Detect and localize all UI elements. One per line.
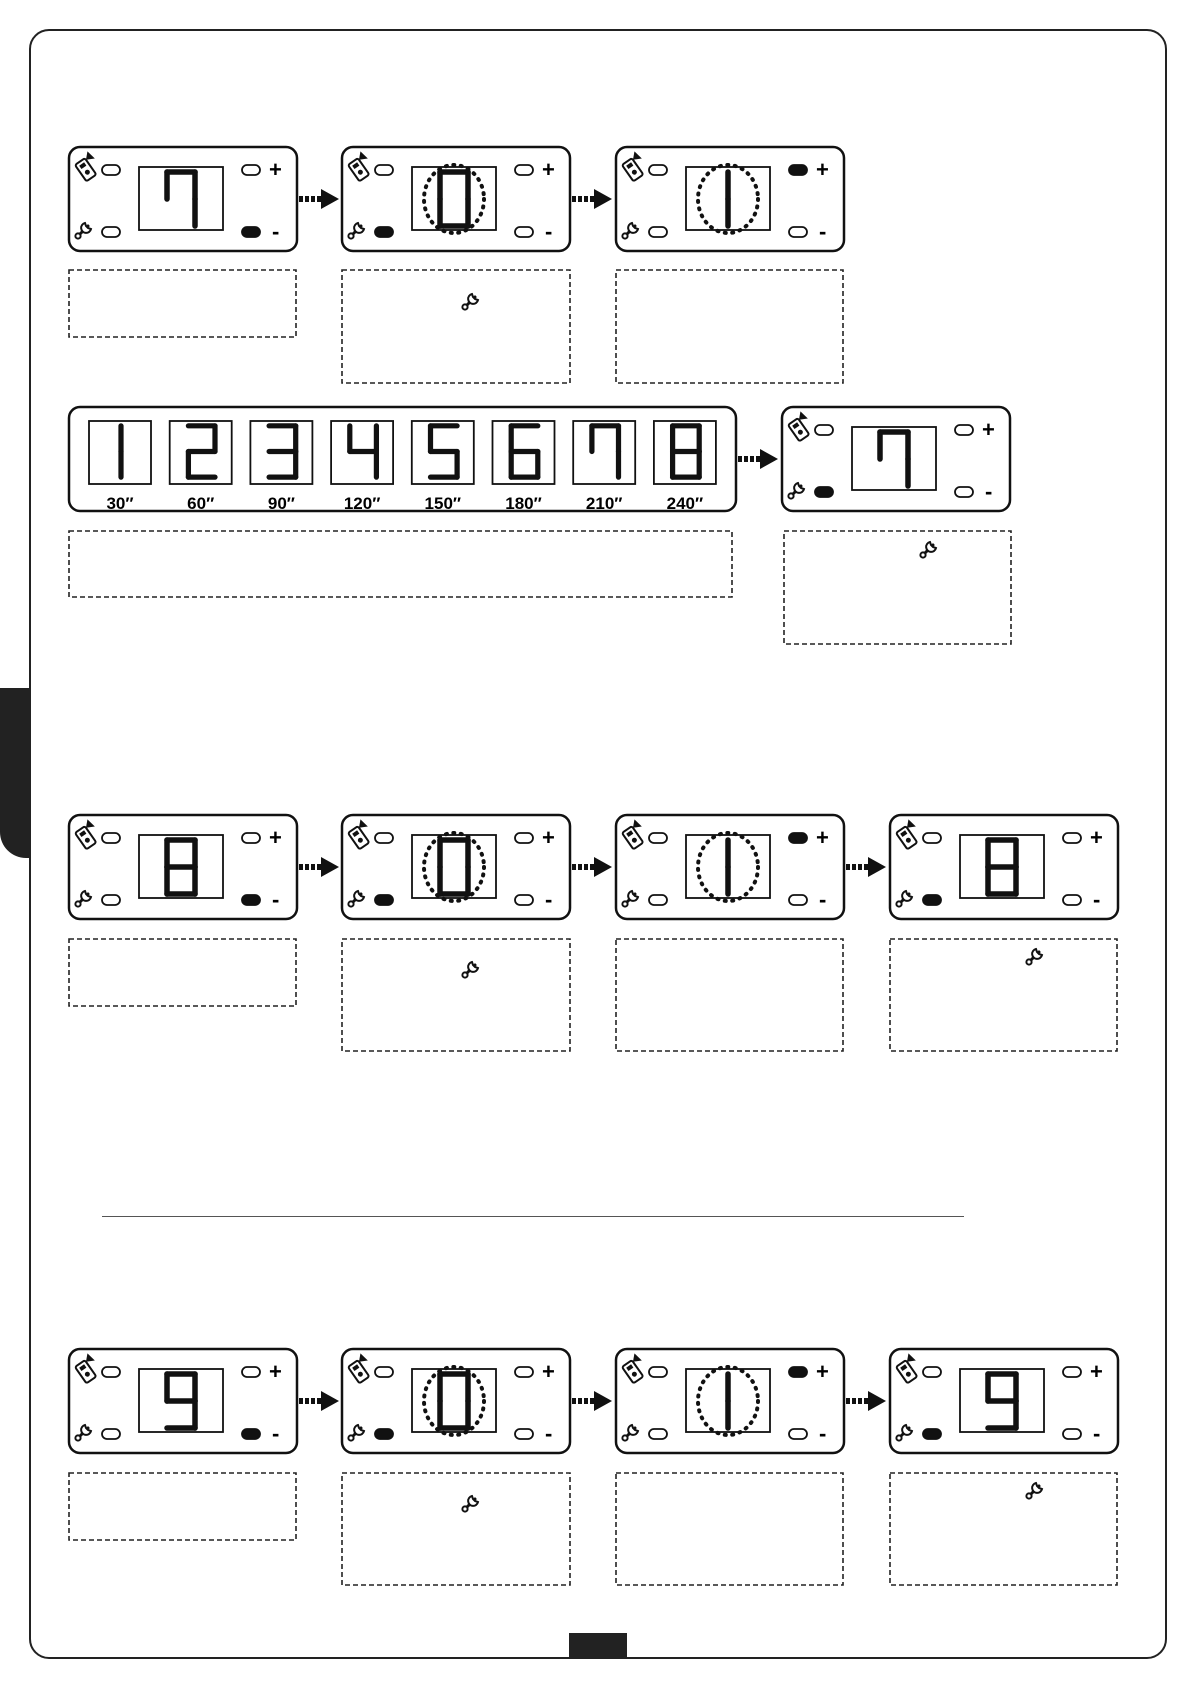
led-remote: [375, 165, 393, 175]
time-label: 240″: [666, 494, 704, 513]
minus-sign: -: [272, 1421, 280, 1446]
led-wrench: [923, 895, 941, 905]
text-box: [616, 939, 843, 1051]
arrow-right-icon: [572, 1391, 612, 1411]
led-minus: [242, 895, 260, 905]
minus-sign: -: [272, 887, 280, 912]
wrench-icon: [1026, 949, 1042, 965]
minus-sign: -: [1093, 1421, 1101, 1446]
led-plus: [242, 165, 260, 175]
led-wrench: [375, 227, 393, 237]
wrench-icon: [920, 542, 936, 558]
led-wrench: [649, 895, 667, 905]
led-remote: [102, 1367, 120, 1377]
wrench-icon: [1026, 1483, 1042, 1499]
led-minus: [1063, 895, 1081, 905]
plus-sign: +: [269, 1359, 282, 1384]
arrow-right-icon: [572, 189, 612, 209]
control-panel: [69, 147, 297, 251]
led-minus: [515, 895, 533, 905]
led-plus: [1063, 1367, 1081, 1377]
led-minus: [1063, 1429, 1081, 1439]
minus-sign: -: [985, 479, 993, 504]
text-box: [342, 1473, 570, 1585]
time-label: 210″: [585, 494, 623, 513]
time-label: 90″: [267, 494, 295, 513]
led-plus: [1063, 833, 1081, 843]
led-minus: [242, 227, 260, 237]
led-plus: [789, 1367, 807, 1377]
led-plus: [955, 425, 973, 435]
text-box: [69, 270, 296, 337]
text-box: [890, 939, 1117, 1051]
led-minus: [789, 227, 807, 237]
plus-sign: +: [816, 157, 829, 182]
text-box: [69, 1473, 296, 1540]
led-wrench: [102, 227, 120, 237]
led-minus: [515, 227, 533, 237]
control-panel: [890, 815, 1118, 919]
plus-sign: +: [269, 825, 282, 850]
control-panel: [342, 147, 570, 251]
text-box: [616, 1473, 843, 1585]
led-plus: [515, 1367, 533, 1377]
led-plus: [242, 1367, 260, 1377]
display-window: [139, 167, 223, 230]
text-box: [784, 531, 1011, 644]
arrow-right-icon: [846, 857, 886, 877]
text-box: [69, 939, 296, 1006]
led-remote: [649, 833, 667, 843]
minus-sign: -: [1093, 887, 1101, 912]
control-panel: [782, 407, 1010, 511]
plus-sign: +: [269, 157, 282, 182]
wrench-icon: [462, 1496, 478, 1512]
display-window: [852, 427, 936, 490]
control-panel: [342, 815, 570, 919]
plus-sign: +: [982, 417, 995, 442]
time-label: 150″: [424, 494, 462, 513]
text-box: [69, 531, 732, 597]
option-display: [573, 421, 635, 484]
led-wrench: [923, 1429, 941, 1439]
time-label: 30″: [106, 494, 134, 513]
led-plus: [789, 833, 807, 843]
plus-sign: +: [816, 825, 829, 850]
minus-sign: -: [819, 1421, 827, 1446]
plus-sign: +: [1090, 825, 1103, 850]
led-remote: [649, 1367, 667, 1377]
text-box: [342, 939, 570, 1051]
plus-sign: +: [1090, 1359, 1103, 1384]
led-minus: [789, 895, 807, 905]
arrow-right-icon: [738, 449, 778, 469]
wrench-icon: [462, 962, 478, 978]
minus-sign: -: [545, 1421, 553, 1446]
minus-sign: -: [819, 887, 827, 912]
time-label: 180″: [505, 494, 542, 513]
time-label: 120″: [343, 494, 381, 513]
led-remote: [923, 833, 941, 843]
led-wrench: [102, 1429, 120, 1439]
led-wrench: [375, 1429, 393, 1439]
led-plus: [515, 165, 533, 175]
arrow-right-icon: [572, 857, 612, 877]
minus-sign: -: [545, 887, 553, 912]
minus-sign: -: [545, 219, 553, 244]
led-minus: [242, 1429, 260, 1439]
time-label: 60″: [187, 494, 215, 513]
led-wrench: [102, 895, 120, 905]
wrench-icon: [462, 294, 478, 310]
arrow-right-icon: [299, 857, 339, 877]
led-plus: [789, 165, 807, 175]
control-panel: [616, 147, 844, 251]
control-panel: [342, 1349, 570, 1453]
arrow-right-icon: [299, 1391, 339, 1411]
led-remote: [102, 833, 120, 843]
led-wrench: [649, 1429, 667, 1439]
led-minus: [789, 1429, 807, 1439]
led-wrench: [815, 487, 833, 497]
minus-sign: -: [272, 219, 280, 244]
plus-sign: +: [542, 825, 555, 850]
time-options-strip: [69, 407, 736, 513]
text-box: [342, 270, 570, 383]
plus-sign: +: [816, 1359, 829, 1384]
led-plus: [242, 833, 260, 843]
led-wrench: [649, 227, 667, 237]
led-remote: [923, 1367, 941, 1377]
arrow-right-icon: [846, 1391, 886, 1411]
led-remote: [375, 833, 393, 843]
plus-sign: +: [542, 157, 555, 182]
control-panel: [616, 1349, 844, 1453]
led-wrench: [375, 895, 393, 905]
led-remote: [815, 425, 833, 435]
text-box: [890, 1473, 1117, 1585]
led-plus: [515, 833, 533, 843]
control-panel: [69, 1349, 297, 1453]
led-minus: [955, 487, 973, 497]
minus-sign: -: [819, 219, 827, 244]
led-remote: [375, 1367, 393, 1377]
arrow-right-icon: [299, 189, 339, 209]
led-remote: [102, 165, 120, 175]
text-box: [616, 270, 843, 383]
control-panel: [890, 1349, 1118, 1453]
control-panel: [616, 815, 844, 919]
plus-sign: +: [542, 1359, 555, 1384]
led-remote: [649, 165, 667, 175]
control-panel: [69, 815, 297, 919]
led-minus: [515, 1429, 533, 1439]
